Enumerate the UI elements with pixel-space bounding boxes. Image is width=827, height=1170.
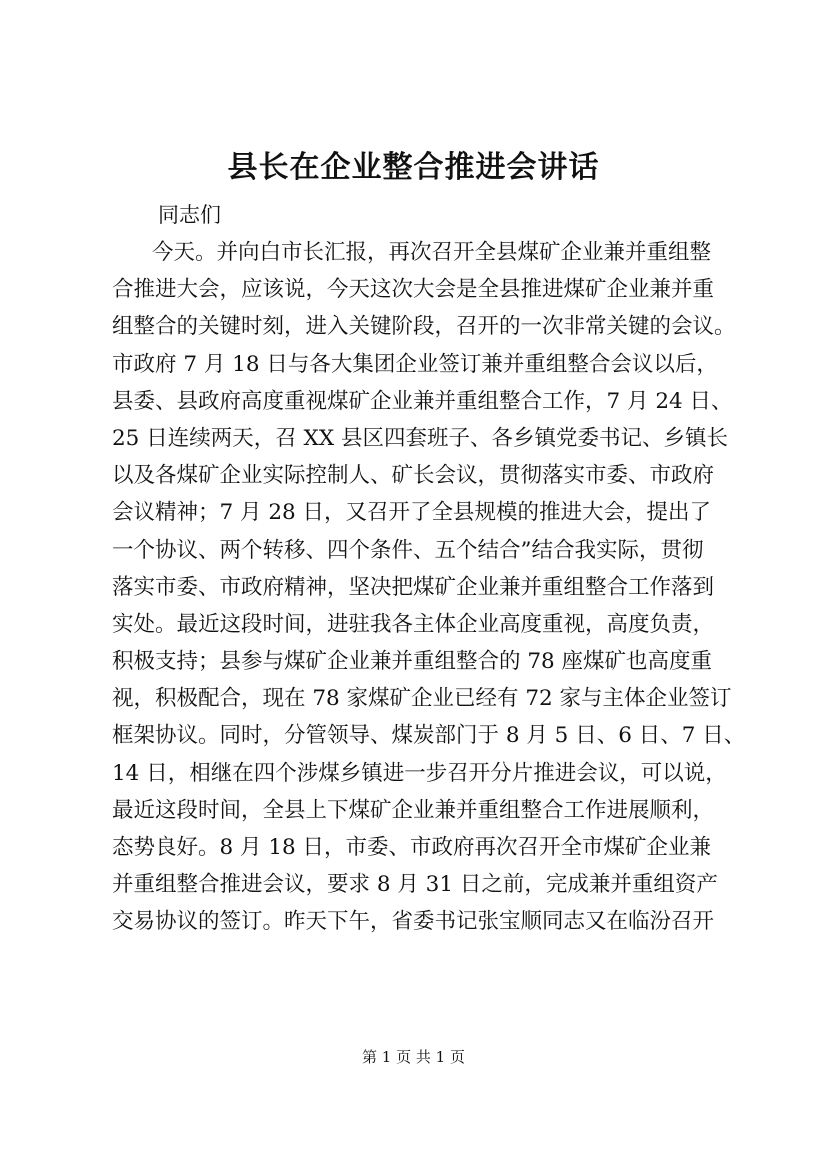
salutation: 同志们 (158, 203, 221, 227)
paragraph-line: 实处。最近这段时间，进驻我各主体企业高度重视，高度负责， (112, 611, 715, 637)
paragraph-line: 最近这段时间，全县上下煤矿企业兼并重组整合工作进展顺利， (112, 797, 715, 823)
paragraph-line: 组整合的关键时刻，进入关键阶段，召开的一次非常关键的会议。 (112, 314, 736, 340)
page-footer: 第 1 页 共 1 页 (362, 1048, 465, 1066)
paragraph-line: 并重组整合推进会议，要求 8 月 31 日之前，完成兼并重组资产 (112, 872, 718, 898)
paragraph-line: 态势良好。8 月 18 日，市委、市政府再次召开全市煤矿企业兼 (112, 835, 712, 860)
paragraph-line: 14 日，相继在四个涉煤乡镇进一步召开分片推进会议，可以说， (112, 760, 727, 786)
paragraph-line: 县委、县政府高度重视煤矿企业兼并重组整合工作，7 月 24 日、 (112, 388, 733, 414)
paragraph-line: 会议精神；7 月 28 日，又召开了全县规模的推进大会，提出了 (112, 500, 712, 526)
document-body (112, 196, 746, 941)
paragraph-line: 今天。并向白市长汇报，再次召开全县煤矿企业兼并重组整 (152, 240, 712, 265)
paragraph-line: 积极支持；县参与煤矿企业兼并重组整合的 78 座煤矿也高度重 (112, 649, 713, 675)
paragraph-line: 市政府 7 月 18 日与各大集团企业签订兼并重组整合会议以后， (112, 351, 718, 377)
paragraph-line: 一个协议、两个转移、四个条件、五个结合”结合我实际，贯彻 (112, 537, 704, 563)
paragraph-line: 以及各煤矿企业实际控制人、矿长会议，贯彻落实市委、市政府 (112, 463, 715, 489)
paragraph-line: 25 日连续两天，召 XX 县区四套班子、各乡镇党委书记、乡镇长 (112, 425, 728, 451)
paragraph-line: 合推进大会，应该说，今天这次大会是全县推进煤矿企业兼并重 (112, 277, 715, 303)
paragraph-line: 落实市委、市政府精神，坚决把煤矿企业兼并重组整合工作落到 (112, 574, 715, 600)
paragraph-line: 交易协议的签订。昨天下午，省委书记张宝顺同志又在临汾召开 (112, 909, 715, 935)
paragraph-line: 框架协议。同时，分管领导、煤炭部门于 8 月 5 日、6 日、7 日、 (112, 723, 746, 749)
document-title: 县长在企业整合推进会讲话 (227, 150, 600, 185)
paragraph-line: 视，积极配合，现在 78 家煤矿企业已经有 72 家与主体企业签订 (112, 686, 732, 712)
